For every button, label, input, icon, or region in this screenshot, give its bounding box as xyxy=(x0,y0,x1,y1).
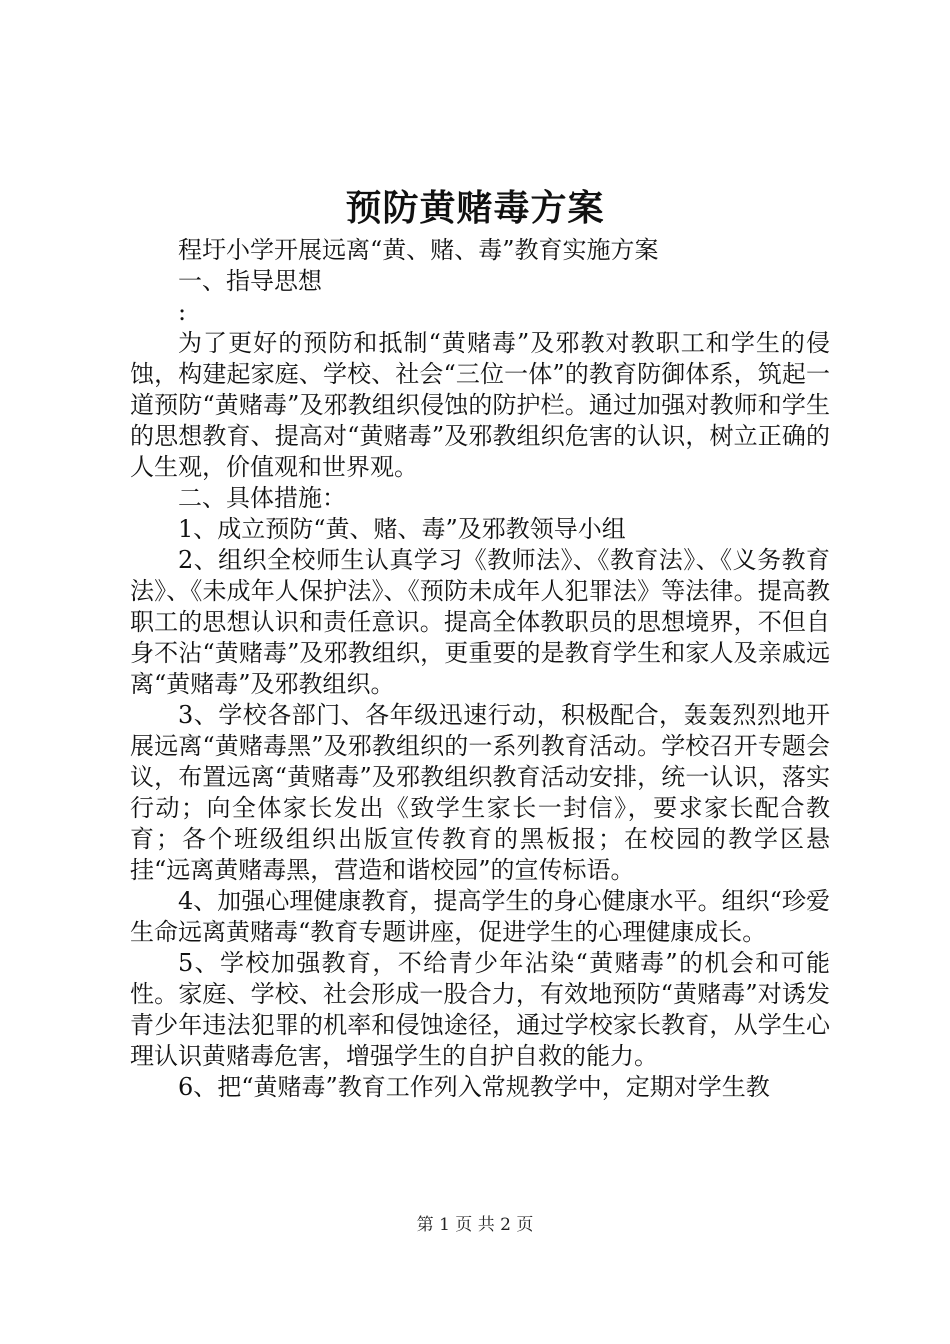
paragraph-guiding-thought: 为了更好的预防和抵制“黄赌毒”及邪教对教职工和学生的侵蚀，构建起家庭、学校、社会“三位一体”的教育防御体系，筑起一道预防“黄赌毒”及邪教组织侵蚀的防护栏。通过加强对教师和学生的思想教育、提高对“黄赌毒”及邪教组织危害的认识，树立正确的人生观，价值观和世界观。 xyxy=(130,329,830,481)
measure-item-4: 4、加强心理健康教育，提高学生的身心健康水平。组织“珍爱生命远离黄赌毒“教育专题讲座，促进学生的心理健康成长。 xyxy=(130,887,830,946)
measure-item-2: 2、组织全校师生认真学习《教师法》、《教育法》、《义务教育法》、《未成年人保护法》、《预防未成年人犯罪法》等法律。提高教职工的思想认识和责任意识。提高全体教职员的思想境界，不但自身不沾“黄赌毒”及邪教组织，更重要的是教育学生和家人及亲戚远离“黄赌毒”及邪教组织。 xyxy=(130,546,830,698)
measure-item-6: 6、把“黄赌毒”教育工作列入常规教学中，定期对学生教 xyxy=(178,1073,770,1101)
section-heading-guiding-thought: 一、指导思想 xyxy=(178,267,322,295)
measure-item-3: 3、学校各部门、各年级迅速行动，积极配合，轰轰烈烈地开展远离“黄赌毒黑”及邪教组织的一系列教育活动。学校召开专题会议，布置远离“黄赌毒”及邪教组织教育活动安排，统一认识，落实行动；向全体家长发出《致学生家长一封信》，要求家长配合教育；各个班级组织出版宣传教育的黑板报；在校园的教学区悬挂“远离黄赌毒黑，营造和谐校园”的宣传标语。 xyxy=(130,701,830,884)
measure-item-5: 5、学校加强教育，不给青少年沾染“黄赌毒”的机会和可能性。家庭、学校、社会形成一股合力，有效地预防“黄赌毒”对诱发青少年违法犯罪的机率和侵蚀途径，通过学校家长教育，从学生心理认识黄赌毒危害，增强学生的自护自救的能力。 xyxy=(130,949,830,1070)
page-number-footer: 第 1 页 共 2 页 xyxy=(416,1215,534,1235)
document-body xyxy=(130,235,830,1103)
subtitle-paragraph: 程圩小学开展远离“黄、赌、毒”教育实施方案 xyxy=(178,236,659,264)
colon-line: : xyxy=(178,298,187,326)
section-heading-measures: 二、具体措施： xyxy=(178,484,346,512)
page-title: 预防黄赌毒方案 xyxy=(345,187,605,229)
measure-item-1: 1、成立预防“黄、赌、毒”及邪教领导小组 xyxy=(178,515,626,543)
